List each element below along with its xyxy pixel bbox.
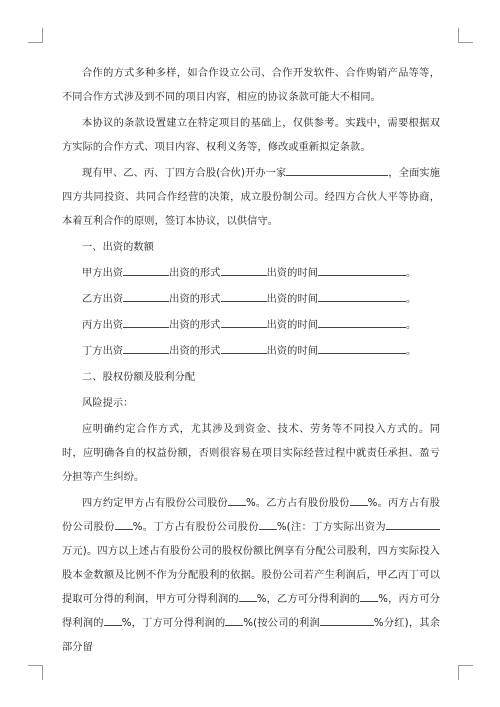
percent-blank[interactable] — [239, 590, 257, 602]
percent-blank[interactable] — [115, 518, 133, 530]
time-blank[interactable] — [318, 264, 406, 276]
form-blank[interactable] — [221, 290, 267, 302]
percent-blank[interactable] — [350, 494, 368, 506]
amount-blank[interactable] — [123, 342, 169, 354]
section-title-shares: 二、股权份额及股利分配 — [82, 372, 196, 383]
percent-blank[interactable] — [104, 614, 122, 626]
amount-blank[interactable] — [386, 518, 440, 530]
percent-blank[interactable] — [228, 494, 246, 506]
crop-mark-bottom-left — [28, 665, 43, 680]
crop-mark-top-left — [28, 28, 43, 43]
risk-title: 风险提示： — [82, 398, 134, 409]
crop-mark-top-right — [458, 28, 473, 43]
investment-row: 甲方出资 出资的形式 出资的时间 。 — [62, 262, 440, 286]
percent-blank[interactable] — [320, 614, 374, 626]
paragraph-share-allocation: 四方约定甲方占有股份公司股份 %。乙方占有股份股份 %。丙方占有股份公司股份 %。丁方占有股份公司股份 %(注：丁方实际出资为万元)。四方以上述占有股份公司的股权份额比例享有分配公司股利，四方实际投入股本金数额及比例不作为分配股利的依据。股份公司若产生利润后，甲乙丙丁可以提取可分得的利润，甲方可分得利润的 %，乙方可分得利润的 %，丙方可分得利润的 %，丁方可分得利润的 %(按公司的利润 %分红)，其余部分留 — [62, 492, 440, 660]
form-blank[interactable] — [221, 316, 267, 328]
section-title-investment: 一、出资的数额 — [82, 242, 155, 253]
time-blank[interactable] — [318, 316, 406, 328]
percent-blank[interactable] — [360, 590, 378, 602]
document-body — [62, 62, 440, 662]
percent-blank[interactable] — [259, 518, 277, 530]
amount-blank[interactable] — [123, 316, 169, 328]
time-blank[interactable] — [318, 290, 406, 302]
amount-blank[interactable] — [123, 290, 169, 302]
time-blank[interactable] — [318, 342, 406, 354]
crop-mark-bottom-right — [458, 665, 473, 680]
investment-row: 丙方出资 出资的形式 出资的时间 。 — [62, 314, 440, 338]
investment-row: 丁方出资 出资的形式 出资的时间 。 — [62, 340, 440, 364]
amount-blank[interactable] — [123, 264, 169, 276]
paragraph-risk: 应明确约定合作方式，尤其涉及到资金、技术、劳务等不同投入方式的。同时，应明确各自的权益份额，否则很容易在项目实际经营过程中就责任承担、盈亏分担等产生纠纷。 — [62, 424, 440, 483]
investment-rows — [62, 262, 440, 364]
percent-blank[interactable] — [225, 614, 243, 626]
paragraph-intro: 合作的方式多种多样，如合作设立公司、合作开发软件、合作购销产品等等，不同合作方式涉及到不同的项目内容，相应的协议条款可能大不相同。 — [62, 68, 440, 103]
company-name-blank[interactable] — [286, 164, 388, 176]
investment-row: 乙方出资 出资的形式 出资的时间 。 — [62, 288, 440, 312]
paragraph-disclaimer: 本协议的条款设置建立在特定项目的基础上，仅供参考。实践中，需要根据双方实际的合作方式、项目内容、权利义务等，修改或重新拟定条款。 — [62, 118, 440, 153]
paragraph-parties: 现有甲、乙、丙、丁四方合股(合伙)开办一家 ，全面实施四方共同投资、共同合作经营的决策，成立股份制公司。经四方合伙人平等协商，本着互利合作的原则，签订本协议，以供信守。 — [62, 162, 440, 234]
form-blank[interactable] — [221, 264, 267, 276]
form-blank[interactable] — [221, 342, 267, 354]
